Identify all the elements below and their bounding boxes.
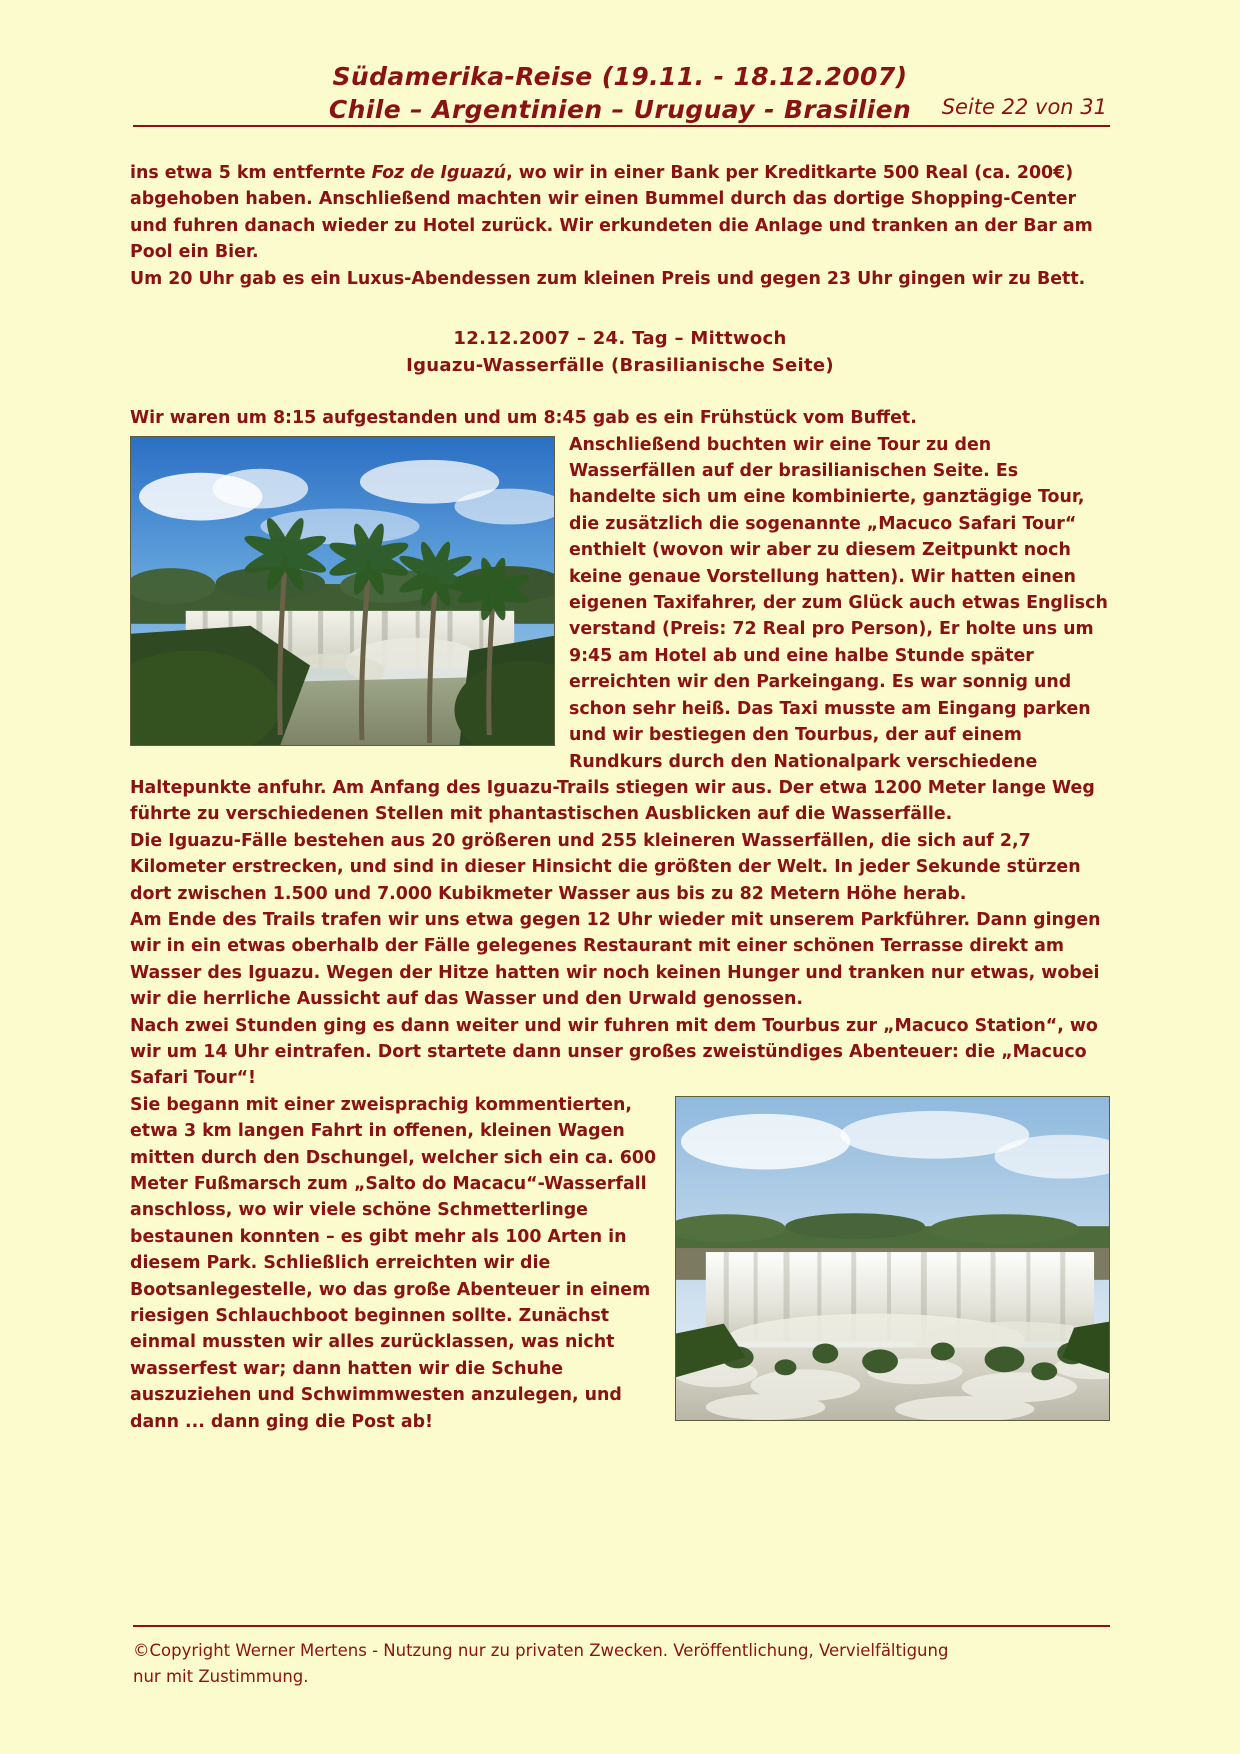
page-header [0, 0, 1240, 128]
page-footer [133, 1625, 1110, 1690]
place-name-foz-de-iguazu: Foz de Iguazú [371, 163, 507, 183]
photo-salto-do-macacu-waterfall [675, 1096, 1110, 1421]
body-paragraph-5: Nach zwei Stunden ging es dann weiter und wir fuhren mit dem Tourbus zur „Macuco Station“, wo wir um 14 Uhr eintrafen. Dort startete dann unser großes zweistündiges Abenteuer: die „Macuco Safari Tour“! [130, 1015, 1098, 1089]
body-paragraph-1: Wir waren um 8:15 aufgestanden und um 8:45 gab es ein Frühstück vom Buffet. [130, 408, 917, 429]
intro-paragraph-2: Um 20 Uhr gab es ein Luxus-Abendessen zum kleinen Preis und gegen 23 Uhr gingen wir zu Bett. [130, 268, 1086, 289]
header-divider [133, 125, 1110, 127]
intro-text-b: , wo wir in einer Bank per Kreditkarte 500 Real (ca. 200€) abgehoben haben. Anschließend machten wir einen Bummel durch das dortige Shopping-Center und fuhren danach wieder zu Hotel zurück. Wir erkundeten die Anlage und tranken an der Bar am Pool ein Bier. [130, 163, 1093, 263]
footer-divider [133, 1625, 1110, 1627]
day-heading-subtitle: Iguazu-Wasserfälle (Brasilianische Seite) [406, 354, 834, 376]
copyright-notice: ©Copyright Werner Mertens - Nutzung nur zu privaten Zwecken. Veröffentlichung, Vervielfältigung nur mit Zustimmung. [133, 1641, 949, 1686]
day-heading-date: 12.12.2007 – 24. Tag – Mittwoch [453, 328, 787, 350]
body-paragraph-4: Am Ende des Trails trafen wir uns etwa gegen 12 Uhr wieder mit unserem Parkführer. Dann gingen wir in ein etwas oberhalb der Fälle gelegenes Restaurant mit einer schönen Terrasse direkt am Wasser des Iguazu. Wegen der Hitze hatten wir noch keinen Hunger und tranken nur etwas, wobei wir die herrliche Aussicht auf das Wasser und den Urwald genossen. [130, 909, 1101, 1010]
day-heading [130, 326, 1110, 379]
header-title-line2: Chile – Argentinien – Uruguay - Brasilien [328, 95, 912, 124]
body-paragraph-6: Sie begann mit einer zweisprachig kommentierten, etwa 3 km langen Fahrt in offenen, kleinen Wagen mitten durch den Dschungel, welcher sich ein ca. 600 Meter Fußmarsch zum „Salto do Macacu“-Wasserfall anschloss, wo wir viele schöne Schmetterlinge bestaunen konnten – es gibt mehr als 100 Arten in diesem Park. Schließlich erreichten wir die Bootsanlegestelle, wo das große Abenteuer in einem riesigen Schlauchboot beginnen sollte. Zunächst einmal mussten wir alles zurücklassen, was nicht wasserfest war; dann hatten wir die Schuhe auszuziehen und Schwimmwesten anzulegen, und dann ... dann ging die Post ab! [130, 1094, 657, 1432]
body-paragraph-2: Anschließend buchten wir eine Tour zu den Wasserfällen auf der brasilianischen Seite. Es handelte sich um eine kombinierte, ganztägige Tour, die zusätzlich die sogenannte „Macuco Safari Tour“ enthielt (wovon wir aber zu diesem Zeitpunkt noch keine genaue Vorstellung hatten). Wir hatten einen eigenen Taxifahrer, der zum Glück auch etwas Englisch verstand (Preis: 72 Real pro Person), Er holte uns um 9:45 am Hotel ab und eine halbe Stunde später erreichten wir den Parkeingang. Es war sonnig und schon sehr heiß. Das Taxi musste am Eingang parken und wir bestiegen den Tourbus, der auf einem Rundkurs durch den Nationalpark verschiedene Haltepunkte anfuhr. Am Anfang des Iguazu-Trails stiegen wir aus. Der etwa 1200 Meter lange Weg führte zu verschiedenen Stellen mit phantastischen Ausblicken auf die Wasserfälle. [130, 434, 1108, 825]
page-number-label: Seite 22 von 31 [941, 95, 1107, 119]
intro-text-a: ins etwa 5 km entfernte [130, 163, 372, 183]
spacer [130, 379, 1110, 405]
body-paragraph-3: Die Iguazu-Fälle bestehen aus 20 größeren und 255 kleineren Wasserfällen, die sich auf 2,7 Kilometer erstrecken, und sind in dieser Hinsicht die größten der Welt. In jeder Sekunde stürzen dort zwischen 1.500 und 7.000 Kubikmeter Wasser aus bis zu 82 Metern Höhe herab. [130, 830, 1081, 904]
intro-paragraph-1 [130, 160, 1110, 266]
document-body [130, 160, 1110, 1435]
header-title-line1: Südamerika-Reise (19.11. - 18.12.2007) [332, 62, 908, 91]
photo-iguazu-falls-with-palms [130, 436, 555, 746]
spacer [130, 292, 1110, 326]
